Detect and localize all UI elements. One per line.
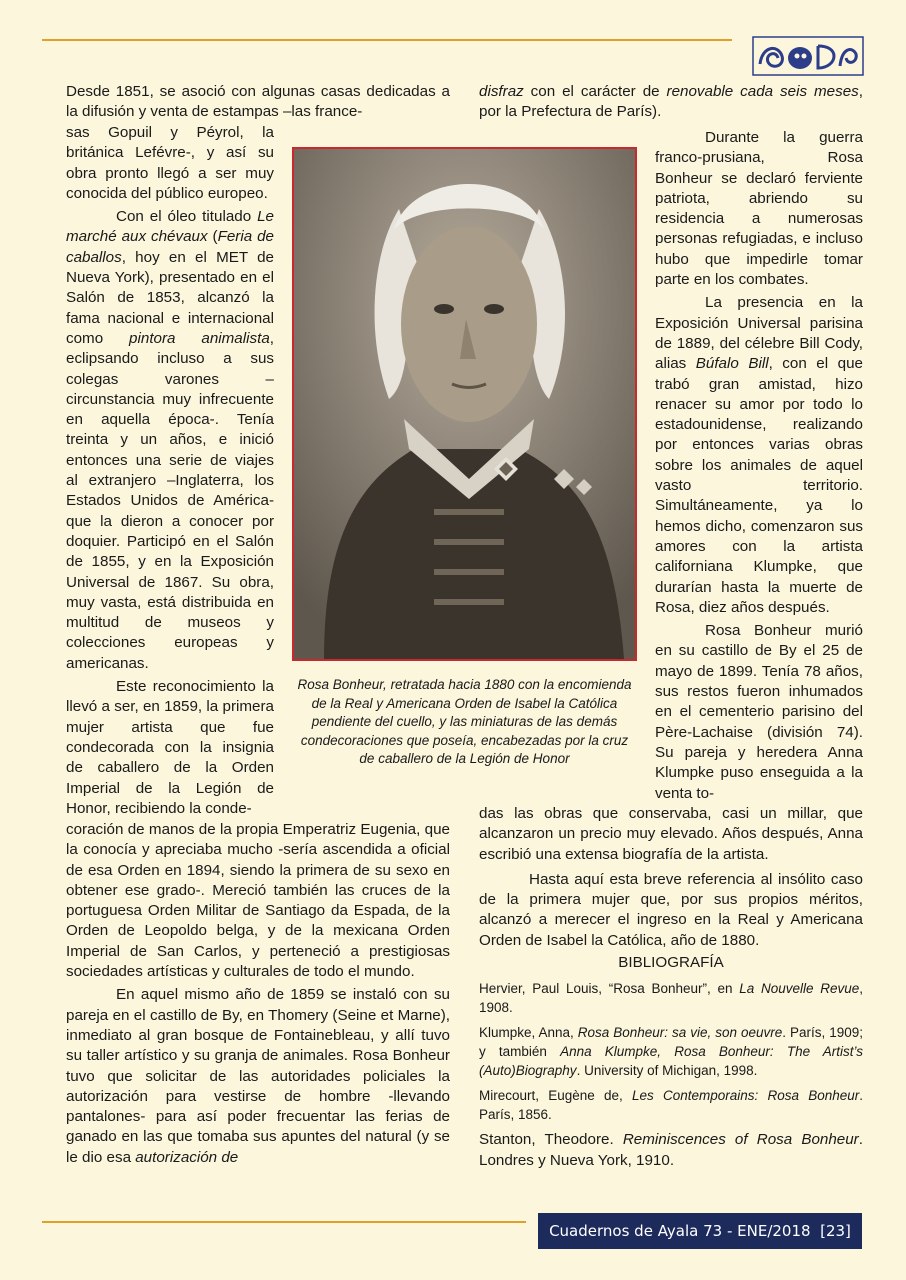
paragraph: Hasta aquí esta breve referencia al insólito caso de la primera mujer que, por sus propios méritos, alcanzó a merecer el ingreso en la Real y Americana Orden de Isabel la Católica, año de 1880. (479, 870, 863, 949)
bibliography-entry: Mirecourt, Eugène de, Les Contemporains: Rosa Bonheur. París, 1856. (479, 1088, 863, 1123)
bibliography-entry: Stanton, Theodore. Reminiscences of Rosa Bonheur. Londres y Nueva York, 1910. (479, 1131, 863, 1169)
paragraph: Este reconocimiento la llevó a ser, en 1859, la primera mujer artista que fue condecorada con la insignia de caballero de la Orden Imperial de la Legión de Honor, recibiendo la conde- (66, 678, 274, 817)
paragraph: La presencia en la Exposición Universal parisina de 1889, del célebre Bill Cody, alias Búfalo Bill, con el que trabó gran amistad, hizo renacer su amor por todo lo estadounidense, realizando por entonces varias obras sobre los animales de aquel vasto territorio. Simultáneamente, ya lo hemos dicho, comenzaron sus amores con la artista californiana Klumpke, que durarían hasta la muerte de Rosa, diez años después. (655, 294, 863, 616)
right-column-top (479, 82, 863, 123)
paragraph: Rosa Bonheur murió en su castillo de By el 25 de mayo de 1899. Tenía 78 años, sus restos fueron inhumados en el cementerio parisino del Père-Lachaise (división 74). Su pareja y heredera Anna Klumpke puso enseguida a la venta to- (655, 622, 863, 802)
left-column-narrow (66, 123, 274, 819)
paragraph: Desde 1851, se asoció con algunas casas dedicadas a la difusión y venta de estampas –las france- (66, 83, 450, 121)
photo-caption: Rosa Bonheur, retratada hacia 1880 con la encomienda de la Real y Americana Orden de Isabel la Católica pendiente del cuello, y las miniaturas de las demás condecoraciones que poseía, encabezadas por la cruz de caballero de la Legión de Honor (297, 677, 632, 767)
right-column-narrow (655, 128, 863, 804)
magazine-logo-icon (752, 36, 864, 76)
paragraph: Durante la guerra franco-prusiana, Rosa Bonheur se declaró ferviente patriota, abriendo su residencia a numerosas personas refugiadas, e incluso hubo que impedirle tomar parte en los combates. (655, 129, 863, 289)
left-column-bottom (66, 820, 450, 1168)
paragraph: das las obras que conservaba, casi un millar, que alcanzaron un precio muy elevado. Años después, Anna escribió una extensa biografía de la artista. (479, 805, 863, 863)
paragraph: Con el óleo titulado Le marché aux chévaux (Feria de caballos, hoy en el MET de Nueva York), presentado en el Salón de 1853, alcanzó la fama nacional e internacional como pintora animalista, eclipsando incluso a sus colegas varones –circunstancia muy infrecuente en aquella época-. Tenía treinta y un años, e inició entonces una serie de viajes al extranjero –Inglaterra, los Estados Unidos de América-que la dieron a conocer por doquier. Participó en el Salón de 1855, y en la Exposición Universal de 1867. Su obra, muy vasta, está distribuida en multitud de museos y colecciones europeas y americanas. (66, 208, 275, 672)
portrait-photo (292, 147, 637, 661)
paragraph: coración de manos de la propia Emperatriz Eugenia, que la conocía y apreciaba mucho -sería ascendida a oficial de esa Orden en 1894, siendo la primera de su sexo en obtener ese grado-. Mereció también las cruces de la portuguesa Orden Militar de Santiago da Espada, de la Orden de Leopoldo belga, y de la mexicana Orden Imperial de San Carlos, y perteneció a prestigiosas sociedades artísticas y culturales de todo el mundo. (66, 821, 450, 981)
header-rule (42, 39, 732, 41)
bibliography-heading: BIBLIOGRAFÍA (618, 954, 724, 972)
bibliography-entry: Hervier, Paul Louis, “Rosa Bonheur”, en La Nouvelle Revue, 1908. (479, 981, 864, 1016)
footer-rule (42, 1221, 526, 1223)
paragraph: En aquel mismo año de 1859 se instaló con su pareja en el castillo de By, en Thomery (Seine et Marne), inmediato al gran bosque de Fontainebleau, y allí tuvo su taller artístico y su granja de animales. Rosa Bonheur tuvo que solicitar de las autoridades policiales la autorización para vestirse de hombre -llevando pantalones- para así poder frecuentar las ferias de ganado en las que tomaba sus apuntes del natural (y se le dio esa autorización de (66, 986, 450, 1166)
left-column-top (66, 82, 450, 123)
portrait-image (294, 149, 635, 659)
paragraph: sas Gopuil y Péyrol, la británica Lefévre-, y así su obra pronto llegó a ser muy conocida del público europeo. (66, 124, 274, 202)
footer-page-label: Cuadernos de Ayala 73 - ENE/2018 [23] (538, 1213, 862, 1249)
paragraph: disfraz con el carácter de renovable cada seis meses, por la Prefectura de París). (479, 83, 863, 121)
right-column-bottom (479, 804, 863, 1171)
bibliography-entry: Klumpke, Anna, Rosa Bonheur: sa vie, son oeuvre. París, 1909; y también Anna Klumpke, Rosa Bonheur: The Artist’s (Auto)Biography. University of Michigan, 1998. (479, 1025, 864, 1079)
